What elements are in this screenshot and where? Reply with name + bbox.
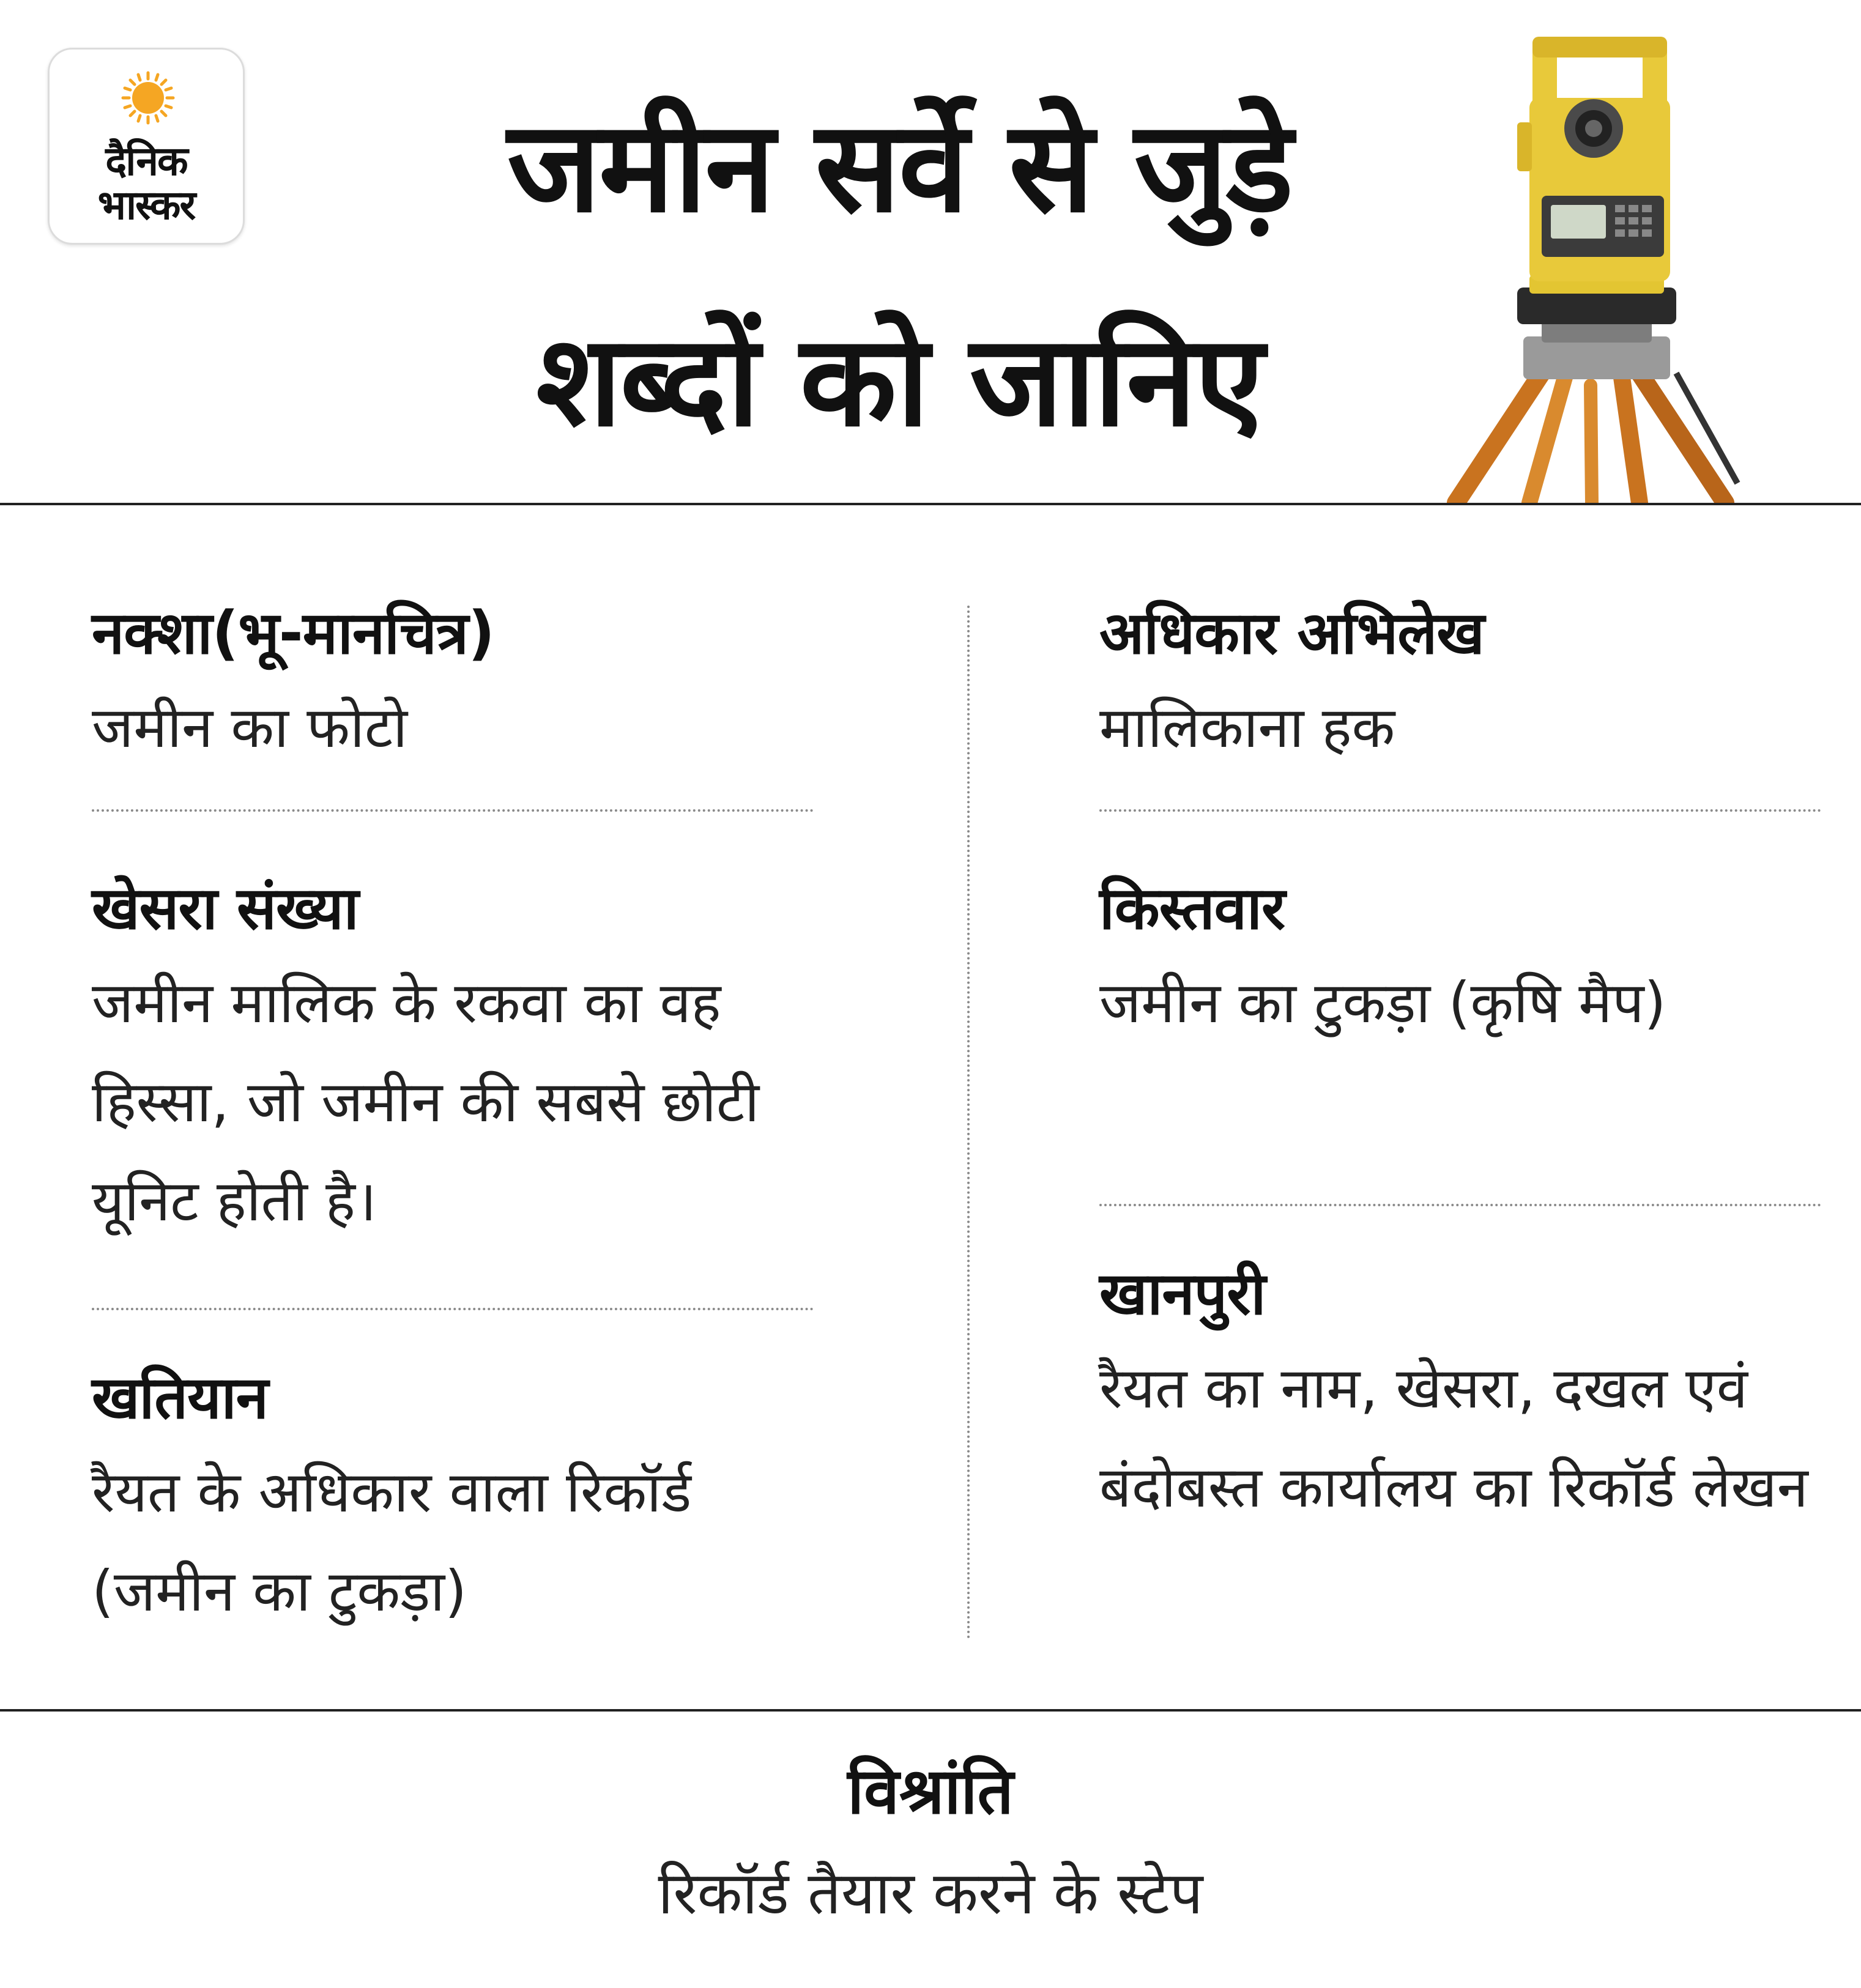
footer-definition: रिकॉर्ड तैयार करने के स्टेप bbox=[658, 1859, 1203, 1927]
entry-khatiyan bbox=[92, 1361, 850, 1641]
entry-definition: मालिकाना हक bbox=[1099, 695, 1395, 760]
entry-term: खेसरा संख्या bbox=[92, 874, 358, 943]
footer-divider bbox=[0, 1709, 1861, 1712]
entry-term: खतियान bbox=[92, 1363, 268, 1432]
entry-term: खानपुरी bbox=[1099, 1259, 1266, 1328]
sun-icon bbox=[121, 70, 176, 125]
total-station-icon bbox=[1438, 31, 1756, 503]
entry-term: नक्शा(भू-मानचित्र) bbox=[92, 599, 494, 667]
entry-term: किस्तवार bbox=[1099, 874, 1285, 943]
entry-adhikar-abhilekh bbox=[1099, 596, 1858, 777]
entry-definition: रैयत का नाम, खेसरा, दखल एवं बंदोबस्त कार्यालय का रिकॉर्ड लेखन bbox=[1099, 1356, 1808, 1520]
column-divider bbox=[967, 606, 970, 1639]
logo-text-line1: दैनिक bbox=[105, 138, 187, 185]
entry-definition: जमीन का टुकड़ा (कृषि मैप) bbox=[1099, 970, 1666, 1036]
entry-definition: जमीन का फोटो bbox=[92, 695, 408, 760]
logo-text-line2: भास्कर bbox=[97, 182, 195, 229]
footer-term: विश्रांति bbox=[847, 1754, 1014, 1828]
entry-definition: जमीन मालिक के रकवा का वह हिस्सा, जो जमीन की सबसे छोटी यूनिट होती है। bbox=[92, 970, 760, 1234]
entry-separator bbox=[1099, 1204, 1821, 1206]
entry-naksha bbox=[92, 596, 850, 777]
entry-khanpuri bbox=[1099, 1257, 1858, 1537]
dainik-bhaskar-logo bbox=[48, 48, 245, 245]
header-divider bbox=[0, 503, 1861, 505]
entry-kistwar bbox=[1099, 872, 1858, 1053]
entry-definition: रैयत के अधिकार वाला रिकॉर्ड (जमीन का टुकड़ा) bbox=[92, 1459, 692, 1624]
entry-term: अधिकार अभिलेख bbox=[1099, 599, 1484, 667]
headline-line1: जमीन सर्वे से जुड़े bbox=[507, 94, 1291, 240]
entry-separator bbox=[92, 809, 814, 812]
entry-separator bbox=[92, 1308, 814, 1310]
headline-line2: शब्दों को जानिए bbox=[536, 308, 1263, 454]
entry-separator bbox=[1099, 809, 1821, 812]
entry-khesra-sankhya bbox=[92, 872, 850, 1251]
